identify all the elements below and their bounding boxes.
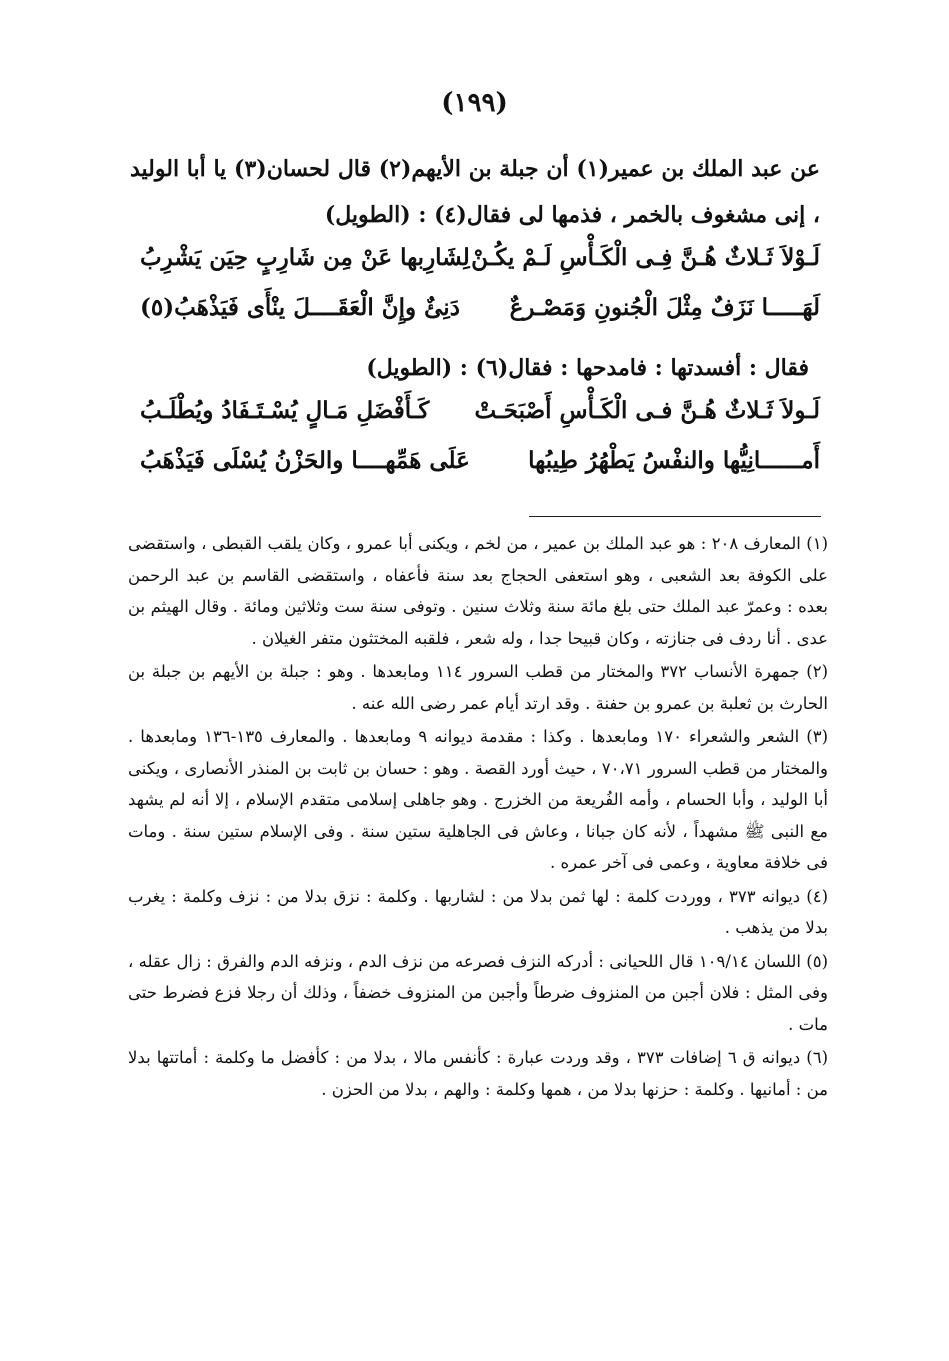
poem-one-verse-1	[130, 244, 820, 294]
footnote-1: (١) المعارف ٢٠٨ : هو عبد الملك بن عمير ، من لخم ، ويكنى أبا عمرو ، وكان يلقب القبطى ، واستقضى على الكوفة بعد الشعبى ، وهو استعفى الحجاج بعد سنة فأعفاه ، واستقضى القاسم بن عبد الرحمن بعده : وعمرّ عبد الملك حتى بلغ مائة سنة وثلاث سنين . وتوفى سنة ست وثلاثين ومائة . وقال الهيثم بن عدى . أنا ردف فى جنازته ، وكان قبيحا جدا ، وله شعر ، فلقبه المختثون متفر الغيلان .	[128, 534, 829, 648]
poem-two-verse-2	[130, 447, 820, 497]
second-intro-line: فقال : أفسدتها : فامدحها : فقال(٦) : (الطويل)	[366, 355, 809, 381]
hemistich-first: لَهَـــــا نَزَفٌ مِثْلَ الْجُنونِ وَمَصْـرعٌ	[509, 294, 820, 321]
intro-paragraph: عن عبد الملك بن عمير(١) أن جبلة بن الأيهم(٢) قال لحسان(٣) يا أبا الوليد ، إنى مشغوف بالخمر ، فذمها لى فقال(٤) : (الطويل)	[130, 156, 820, 228]
hemistich-second: دَنِئٌ وإِنَّ الْعَقَــــلَ ينْأَى فَيَذْهَبُ(٥)	[140, 294, 460, 321]
footnotes	[128, 528, 828, 1107]
footnote-divider	[529, 516, 821, 517]
footnote-6: (٦) ديوانه ق ٦ إضافات ٣٧٣ ، وقد وردت عبارة : كأنفس مالا ، بدلا من : كأفضل ما وكلمة : أماتتها بدلا من : أمانيها . وكلمة : حزنها بدلا من ، همها وكلمة : والهم ، بدلا من الحزن .	[128, 1048, 828, 1099]
hemistich-first: لَـوْلاَ ثَـلاثٌ هُـنَّ فِـى الْكَـأْسِ لَـمْ يكُـنْ	[471, 244, 820, 271]
poem-one-verse-2	[130, 294, 820, 344]
footnote-2: (٢) جمهرة الأنساب ٣٧٢ والمختار من قطب السرور ١١٤ ومابعدها . وهو : جبلة بن الأيهم بن جبلة بن الحارث بن ثعلبة بن عمرو بن حفنة . وقد ارتد أيام عمر رضى الله عنه .	[128, 662, 828, 713]
poem-two-verse-1	[130, 397, 820, 447]
poem-one	[130, 244, 820, 344]
hemistich-second: لِشَارِبها عَنْ مِن شَارِبٍ حِيَن يَشْرِبُ	[140, 244, 470, 271]
footnote-4: (٤) ديوانه ٣٧٣ ، ووردت كلمة : لها ثمن بدلا من : لشاربها . وكلمة : نزق بدلا من : نزف وكلمة : يغرب بدلا من يذهب .	[128, 886, 828, 937]
hemistich-first: أَمــــــانِيُّها والنفْسُ يَطْهُرُ طِيبُها	[528, 447, 820, 474]
hemistich-second: كَـأَفْضَلِ مَـالٍ يُسْـتَـفَادُ ويُطْلَـبُ	[140, 397, 430, 424]
poem-two	[130, 397, 820, 497]
footnote-3: (٣) الشعر والشعراء ١٧٠ ومابعدها . وكذا : مقدمة ديوانه ٩ ومابعدها . والمعارف ١٣٥-١٣٦ ومابعدها . والمختار من قطب السرور ٧٠،٧١ ، حيث أورد القصة . وهو : حسان بن ثابت بن المنذر الأنصارى ، ويكنى أبا الوليد ، وأبا الحسام ، وأمه الفُريعة من الخزرج . وهو جاهلى إسلامى متقدم الإسلام ، إلا أنه لم يشهد مع النبى ﷺ مشهداً ، لأنه كان جبانا ، وعاش فى الجاهلية ستين سنة . وفى الإسلام ستين سنة . ومات فى خلافة معاوية ، وعمى فى آخر عمره .	[128, 727, 828, 872]
hemistich-first: لَـولاَ ثَـلاثٌ هُـنَّ فـى الْكَـأْسِ أَصْبَحَـتْ	[474, 397, 820, 424]
page-number: (١٩٩)	[441, 88, 508, 118]
hemistich-second: عَلَى هَمِّهــــا والحَزْنُ يُسْلَى فَيَذْهَبُ	[140, 447, 470, 474]
footnote-5: (٥) اللسان ١٠٩/١٤ قال اللحيانى : أدركه النزف فصرعه من نزف الدم ، ونزفه الدم والفرق : زال عقله ، وفى المثل : فلان أجبن من المنزوف ضرطاً وأجبن من المنزوف خضفاً ، وذلك أن رجلا فزع فضرط حتى مات .	[128, 951, 828, 1034]
